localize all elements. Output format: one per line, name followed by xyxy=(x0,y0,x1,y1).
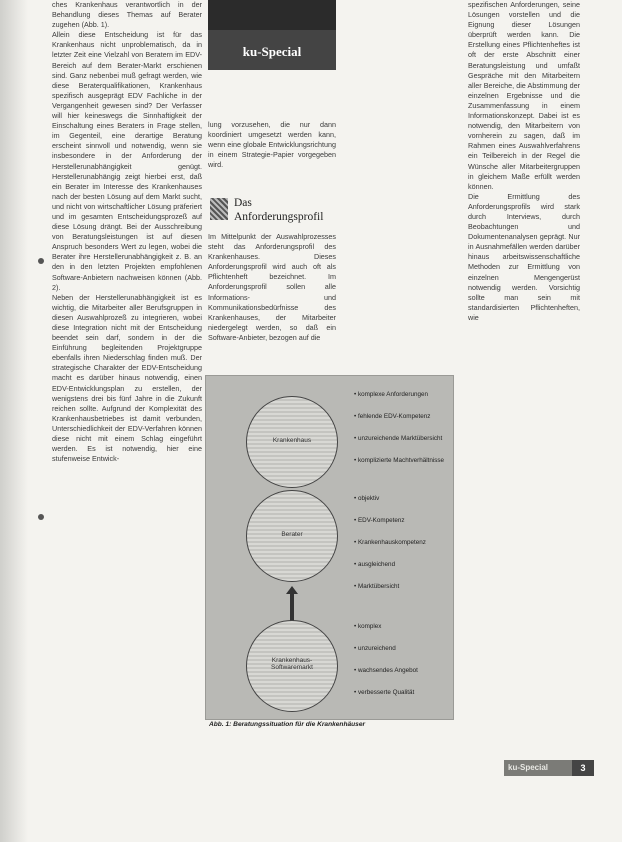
list-item: • fehlende EDV-Kompetenz xyxy=(354,413,431,420)
section-banner xyxy=(208,0,336,70)
figure-caption: Abb. 1: Beratungssituation für die Krankenhäuser xyxy=(209,721,366,728)
items-consultant xyxy=(354,488,426,598)
page-number: 3 xyxy=(572,760,594,776)
list-item: • EDV-Kompetenz xyxy=(354,517,405,524)
footer-publication: ku-Special xyxy=(508,763,549,772)
hatched-square-icon xyxy=(210,198,228,220)
list-item: • komplizierte Machtverhältnisse xyxy=(354,457,445,464)
page-binding-shadow xyxy=(0,0,28,842)
circle-consultant xyxy=(246,490,338,582)
binder-hole xyxy=(38,258,44,264)
banner-label: ku-Special xyxy=(242,44,302,59)
heading-title: Das Anforderungsprofil xyxy=(234,197,324,223)
list-item: • wachsendes Angebot xyxy=(354,667,418,674)
list-item: • komplex xyxy=(354,623,382,630)
text-column-middle-top: lung vorzusehen, die nur dann koordiniert umgesetzt werden kann, wenn eine globale Entwicklungsrichtung in einem Strategie-Papier vorgegeben wird. xyxy=(208,120,338,170)
items-software-market xyxy=(354,616,418,704)
figure-consulting-situation xyxy=(205,375,454,720)
section-heading xyxy=(210,196,338,228)
circle-software-market-label: Krankenhaus- Softwaremarkt xyxy=(271,657,313,671)
list-item: • unzureichend xyxy=(354,645,396,652)
list-item: • komplexe Anforderungen xyxy=(354,391,428,398)
circle-hospital-label: Krankenhaus xyxy=(272,437,312,444)
circle-consultant-label: Berater xyxy=(281,531,303,538)
circle-software-market xyxy=(246,620,338,712)
text-column-left: ches Krankenhaus verantwortlich in der Behandlung dieses Themas auf Berater zugehen (Abb. 1). Allein diese Entscheidung ist für das Krankenhaus nicht unproblematisch, da in letzter Zeit eine Vielzahl von Beratern im EDV-Bereich auf dem Berater-Markt erschienen sind. Ganz nebenbei muß gefragt werden, wie diese Beraterqualifikationen, Krankenhaus spezifisch ausgeprägt EDV Fachliche in der Vergangenheit gewesen sind? Der Verfasser will hier keineswegs die Sinnhaftigkeit der Einschaltung eines Beraters in Frage stellen, im Gegenteil, eine derartige Beratung erscheint sinnvoll und notwendig, wenn sie insbesondere in der Anforderung der Herstellerunabhängigkeit genügt. Herstellerunabhängig zeigt hierbei erst, daß ein Berater im Interesse des Krankenhauses nach der besten Lösung auf dem Markt sucht, und nicht von wirtschaftlicher Lösung präferiert und im gesamten Entscheidungsprozeß auf diese Lösung drängt. Bei der Ausschreibung von Beratungsleistungen ist auf diesen Anspruch besonders Wert zu legen, wobei die Berater ihre Herstellerunabhängigkeit z. B. an den in den letzten Projekten empfohlenen Software-Anbietern nachweisen können (Abb. 2). Neben der Herstellerunabhängigkeit ist es wichtig, die Mitarbeiter aller Berufsgruppen in diesen Auswahlprozeß zu integrieren, wobei diese Integration nicht mit der Entscheidung beendet sein darf, sondern in der die Einführung begleitenden Projektgruppe ebenfalls ihren Niederschlag finden muß. Der strategische Charakter der EDV-Entscheidung macht es darüber hinaus notwendig, einen EDV-Entwicklungsplan zu erstellen, der wenigstens drei bis fünf Jahre in die Zukunft reichen sollte. Aufgrund der Komplexität des Krankenhausbetriebes ist damit verbunden, Unterschiedlichkeit der EDV-Verfahren können diese nicht mit einem Schlag eingeführt werden. Es ist notwendig, hier eine stufenweise Entwick- xyxy=(52,0,202,464)
text-column-right: spezifischen Anforderungen, seine Lösungen vorstellen und die Eignung dieser Lösungen überprüft werden kann. Die Erstellung eines Pflichtenheftes ist oft der erste Abschnitt einer Beratungsleistung und umfaßt Gespräche mit den Mitarbeitern aller Bereiche, die Abstimmung der einzelnen Ergebnisse und die Zusammenfassung in einem Informationskonzept. Dabei ist es notwendig, den Mitarbeitern von vornherein zu sagen, daß im Rahmen eines Auswahlverfahrens ein Teilbereich in der Regel die Wünsche aller Mitarbeitergruppen in gleichem Maße erfüllt werden können. Die Ermittlung des Anforderungsprofils wird stark durch Interviews, durch Beobachtungen und Dokumentenanalysen geprägt. Nur in Ausnahmefällen werden darüber hinaus arbeitswissenschaftliche Methoden zur Ermittlung von einzelnen Mengengerüst notwendig werden. Vorsichtig sollte man sein mit standardisierten Pflichtenheften, wie xyxy=(468,0,580,322)
binder-hole xyxy=(38,514,44,520)
list-item: • Krankenhauskompetenz xyxy=(354,539,426,546)
banner-stripe xyxy=(208,0,336,30)
list-item: • unzureichende Marktübersicht xyxy=(354,435,443,442)
list-item: • Marktübersicht xyxy=(354,583,400,590)
items-hospital xyxy=(354,384,444,472)
list-item: • objektiv xyxy=(354,495,380,502)
text-column-middle: Im Mittelpunkt der Auswahlprozesses steht das Anforderungsprofil des Krankenhauses. Dieses Anforderungsprofil wird auch oft als Pflichtenheft bezeichnet. Im Anforderungsprofil sollen alle Informations- und Kommunikationsbedürfnisse des Krankenhauses, der Mitarbeiter niedergelegt werden, so daß ein Software-Anbieter, bezogen auf die xyxy=(208,232,338,342)
circle-hospital xyxy=(246,396,338,488)
list-item: • ausgleichend xyxy=(354,561,396,568)
list-item: • verbesserte Qualität xyxy=(354,689,415,696)
page-footer xyxy=(504,760,594,776)
